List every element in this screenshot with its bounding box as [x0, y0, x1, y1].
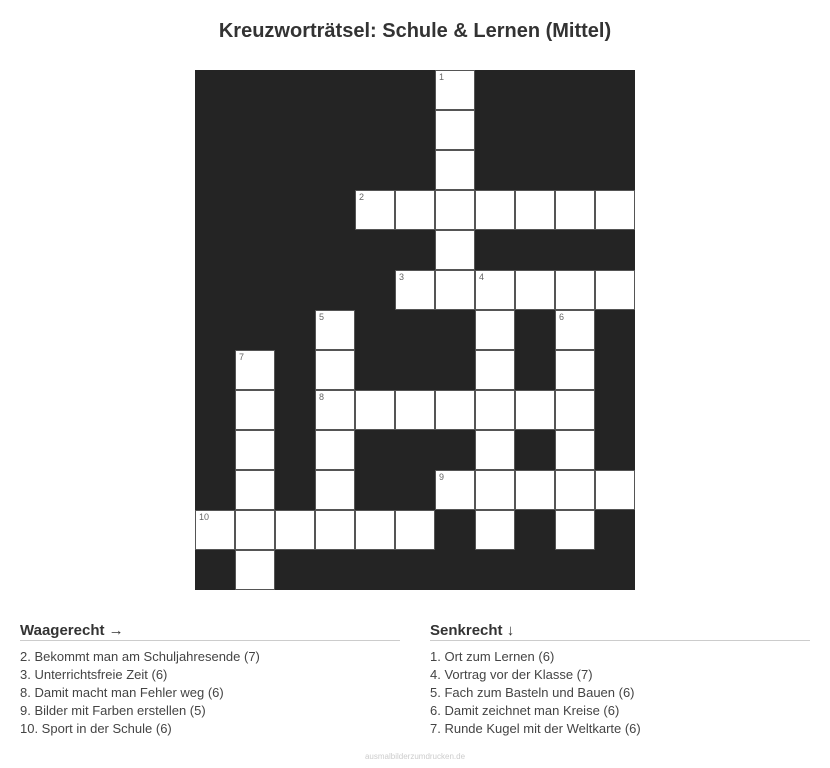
grid-cell[interactable]	[475, 510, 515, 550]
grid-cell[interactable]	[235, 550, 275, 590]
grid-cell[interactable]	[315, 430, 355, 470]
grid-cell[interactable]	[435, 110, 475, 150]
grid-cell[interactable]	[555, 470, 595, 510]
down-heading-label: Senkrecht ↓	[430, 622, 515, 639]
across-clue: 8. Damit macht man Fehler weg (6)	[20, 685, 224, 700]
grid-cell[interactable]	[235, 430, 275, 470]
grid-cell[interactable]	[235, 470, 275, 510]
clue-number: 4	[479, 272, 485, 282]
grid-cell[interactable]	[595, 270, 635, 310]
grid-cell[interactable]	[555, 310, 595, 350]
grid-cell[interactable]	[515, 270, 555, 310]
grid-cell[interactable]	[395, 510, 435, 550]
grid-cell[interactable]	[555, 430, 595, 470]
down-clue: 1. Ort zum Lernen (6)	[430, 649, 555, 664]
grid-cell[interactable]	[515, 190, 555, 230]
grid-cell[interactable]	[435, 190, 475, 230]
across-clue-list	[20, 648, 260, 738]
grid-cell[interactable]	[475, 390, 515, 430]
clue-number: 1	[439, 72, 445, 82]
grid-cell[interactable]	[435, 230, 475, 270]
down-clue: 5. Fach zum Basteln und Bauen (6)	[430, 685, 635, 700]
grid-cell[interactable]	[595, 470, 635, 510]
grid-cell[interactable]	[355, 390, 395, 430]
grid-cell[interactable]	[555, 350, 595, 390]
grid-cell[interactable]	[235, 350, 275, 390]
across-clue: 2. Bekommt man am Schuljahresende (7)	[20, 649, 260, 664]
grid-cell[interactable]	[395, 270, 435, 310]
clue-number: 9	[439, 472, 445, 482]
grid-cell[interactable]	[515, 390, 555, 430]
down-clue-list	[430, 648, 641, 738]
grid-cell[interactable]	[315, 510, 355, 550]
grid-cell[interactable]	[475, 430, 515, 470]
grid-cell[interactable]	[235, 390, 275, 430]
puzzle-title: Kreuzworträtsel: Schule & Lernen (Mittel)	[218, 20, 612, 42]
clue-number: 10	[199, 512, 210, 522]
clue-number: 6	[559, 312, 565, 322]
down-clue: 6. Damit zeichnet man Kreise (6)	[430, 703, 620, 718]
across-clue: 3. Unterrichtsfreie Zeit (6)	[20, 667, 168, 682]
grid-cell[interactable]	[315, 310, 355, 350]
grid-cell[interactable]	[235, 510, 275, 550]
grid-cell[interactable]	[435, 270, 475, 310]
grid-cell[interactable]	[555, 270, 595, 310]
clue-number: 7	[239, 352, 245, 362]
grid-cell[interactable]	[315, 350, 355, 390]
across-clue: 10. Sport in der Schule (6)	[20, 721, 172, 736]
grid-cell[interactable]	[435, 470, 475, 510]
grid-cell[interactable]	[275, 510, 315, 550]
clue-number: 3	[399, 272, 405, 282]
down-heading	[430, 622, 810, 641]
grid-cell[interactable]	[555, 390, 595, 430]
grid-cell[interactable]	[395, 390, 435, 430]
grid-cell[interactable]	[435, 390, 475, 430]
grid-cell[interactable]	[475, 310, 515, 350]
grid-cell[interactable]	[515, 470, 555, 510]
grid-cell[interactable]	[595, 190, 635, 230]
grid-cell[interactable]	[475, 470, 515, 510]
clue-number: 8	[319, 392, 325, 402]
grid-cell[interactable]	[475, 190, 515, 230]
grid-cell[interactable]	[315, 470, 355, 510]
grid-cell[interactable]	[475, 350, 515, 390]
grid-cell[interactable]	[195, 510, 235, 550]
grid-cell[interactable]	[475, 270, 515, 310]
down-clue: 7. Runde Kugel mit der Weltkarte (6)	[430, 721, 641, 736]
across-clue: 9. Bilder mit Farben erstellen (5)	[20, 703, 206, 718]
clue-number: 2	[359, 192, 365, 202]
grid-cell[interactable]	[315, 390, 355, 430]
across-heading	[20, 622, 400, 641]
clue-number: 5	[319, 312, 325, 322]
across-heading-label: Waagerecht →	[20, 622, 124, 639]
grid-cell[interactable]	[435, 150, 475, 190]
grid-cell[interactable]	[555, 190, 595, 230]
grid-cell[interactable]	[355, 510, 395, 550]
footer-watermark: ausmalbilderzumdrucken.de	[364, 752, 466, 761]
down-clue: 4. Vortrag vor der Klasse (7)	[430, 667, 593, 682]
crossword-grid	[195, 70, 635, 590]
grid-cell[interactable]	[355, 190, 395, 230]
grid-cell[interactable]	[435, 70, 475, 110]
grid-cell[interactable]	[395, 190, 435, 230]
grid-cell[interactable]	[555, 510, 595, 550]
